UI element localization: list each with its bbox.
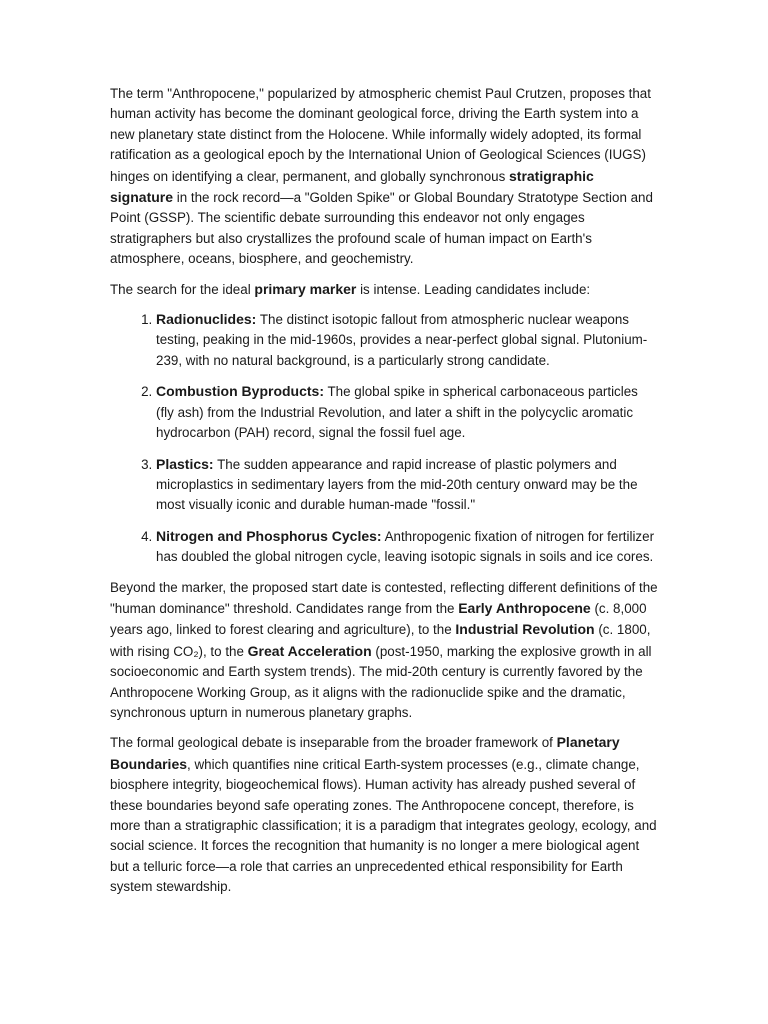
bold-term: stratigraphic signature <box>110 167 594 206</box>
list-item-text: The global spike in spherical carbonaceous particles (fly ash) from the Industrial Revolution, and later a shift in the polycyclic aromatic hydrocarbon (PAH) record, signal the fossil fuel age. <box>156 384 638 441</box>
list-item-term: Combustion Byproducts: <box>156 383 324 400</box>
list-item-term: Radionuclides: <box>156 311 257 328</box>
list-item-text: The sudden appearance and rapid increase of plastic polymers and microplastics in sedimentary layers from the mid-20th century onward may be the most visually iconic and durable human-made "fossil." <box>156 456 638 513</box>
paragraph-intro <box>110 84 658 270</box>
text-run: (c. 8,000 years ago, linked to forest clearing and agriculture), to the <box>110 600 647 638</box>
text-run: The term "Anthropocene," popularized by atmospheric chemist Paul Crutzen, proposes that human activity has become the dominant geological force, driving the Earth system into a new planetary state distinct from the Holocene. While informally widely adopted, its formal ratification as a geological epoch by the International Union of Geological Sciences (IUGS) hinges on identifying a clear, permanent, and globally synchronous <box>110 86 651 184</box>
list-item <box>156 454 658 516</box>
bold-term: Planetary Boundaries <box>110 734 620 772</box>
text-run: in the rock record—a "Golden Spike" or Global Boundary Stratotype Section and Point (GSSP). The scientific debate surrounding this endeavor not only engages stratigraphers but also crystallizes the profound scale of human impact on Earth's atmosphere, oceans, biosphere, and geochemistry. <box>110 190 653 267</box>
bold-term: primary marker <box>254 280 357 297</box>
list-item-term: Nitrogen and Phosphorus Cycles: <box>156 527 382 544</box>
text-run: The search for the ideal <box>110 281 255 297</box>
text-run: (c. 1800, with rising CO₂), to the <box>110 622 651 659</box>
list-item <box>156 381 658 443</box>
text-run: The formal geological debate is inseparable from the broader framework of <box>110 735 557 751</box>
list-item-text: The distinct isotopic fallout from atmospheric nuclear weapons testing, peaking in the mid-1960s, provides a near-perfect global signal. Plutonium-239, with no natural background, is a particularly strong candidate. <box>156 312 648 368</box>
text-run: , which quantifies nine critical Earth-system processes (e.g., climate change, biosphere integrity, biogeochemical flows). Human activity has already pushed several of these boundaries beyond safe operating zones. The Anthropocene concept, therefore, is more than a stratigraphic classification; it is a paradigm that integrates geology, ecology, and social science. It forces the recognition that humanity is no longer a mere biological agent but a telluric force—a role that carries an unprecedented ethical responsibility for Earth system stewardship. <box>110 756 657 895</box>
bold-term: Industrial Revolution <box>455 621 595 638</box>
text-run: (post-1950, marking the explosive growth in all socioeconomic and Earth system trends). The mid-20th century is currently favored by the Anthropocene Working Group, as it aligns with the radionuclide spike and the dramatic, synchronous upturn in numerous planetary graphs. <box>110 643 652 720</box>
paragraph-primary-marker <box>110 279 658 300</box>
list-item-term: Plastics: <box>156 455 214 472</box>
list-item <box>156 309 658 371</box>
bold-term: Great Acceleration <box>247 642 372 659</box>
document-body <box>110 84 658 907</box>
bold-term: Early Anthropocene <box>458 599 591 616</box>
text-run: is intense. Leading candidates include: <box>356 281 591 297</box>
text-run: Beyond the marker, the proposed start date is contested, reflecting different definitions of the "human dominance" threshold. Candidates range from the <box>110 579 658 616</box>
candidate-list <box>110 309 658 567</box>
list-item <box>156 526 658 568</box>
list-item-text: Anthropogenic fixation of nitrogen for fertilizer has doubled the global nitrogen cycle, leaving isotopic signals in soils and ice cores. <box>156 528 655 565</box>
paragraph-planetary-boundaries <box>110 732 658 897</box>
paragraph-start-date <box>110 578 658 724</box>
